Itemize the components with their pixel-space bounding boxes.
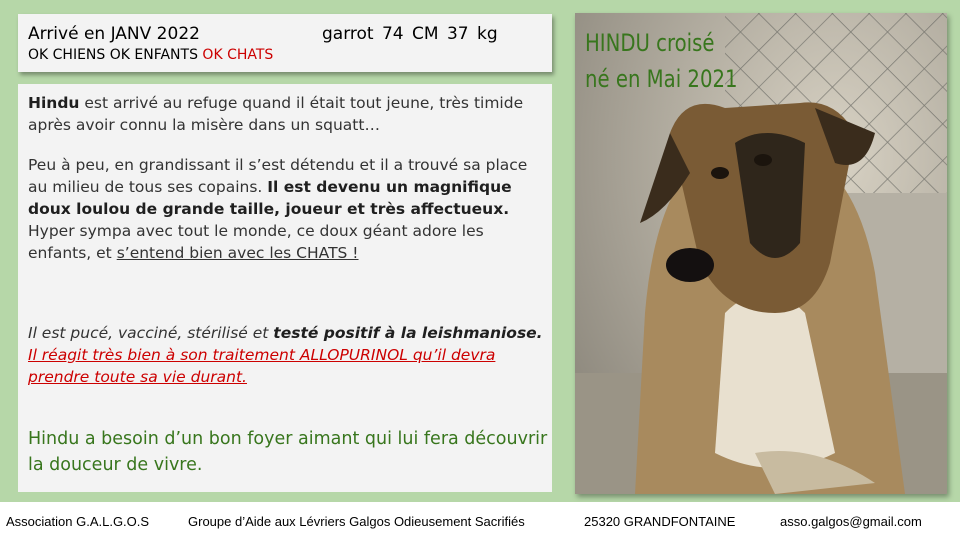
personality-bold: Il est devenu un magnifique doux loulou de grande taille, joueur et très affectueux. — [28, 178, 512, 218]
paragraph-intro — [28, 92, 548, 136]
paragraph-appeal: Hindu a besoin d’un bon foyer aimant qui lui fera découvrir la douceur de vivre. — [28, 429, 548, 475]
ok-dogs-kids: OK CHIENS OK ENFANTS — [28, 47, 203, 63]
health-italic: Il est pucé, vacciné, stérilisé et — [28, 324, 274, 342]
description-box — [18, 84, 552, 492]
ok-cats: OK CHATS — [202, 47, 274, 63]
compatibility — [28, 47, 273, 63]
arrival-date: Arrivé en JANV 2022 — [28, 24, 200, 44]
paragraph-health — [28, 322, 548, 388]
size-weight: garrot 74 CM 37 kg — [322, 24, 498, 44]
footer — [0, 502, 960, 540]
footer-association: Association G.A.L.G.O.S — [6, 514, 150, 529]
header-box — [18, 14, 552, 72]
treatment-note: Il réagit très bien à son traitement ALLOPURINOL qu’il devra prendre toute sa vie durant. — [28, 346, 496, 386]
paragraph-personality — [28, 154, 548, 264]
personality-text-2: Hyper sympa avec tout le monde, ce doux géant adore les enfants, et — [28, 222, 484, 262]
cats-underline: s’entend bien avec les CHATS ! — [116, 244, 359, 262]
footer-email[interactable]: asso.galgos@gmail.com — [780, 514, 922, 529]
dog-photo — [575, 13, 947, 494]
title-line-1: HINDU croisé — [585, 29, 715, 57]
dog-title — [585, 25, 738, 97]
footer-city: 25320 GRANDFONTAINE — [584, 514, 736, 529]
personality-text: Peu à peu, en grandissant il s’est détendu et il a trouvé sa place au milieu de tous ses copains. — [28, 156, 528, 196]
dog-name: Hindu — [28, 94, 80, 112]
footer-group: Groupe d’Aide aux Lévriers Galgos Odieusement Sacrifiés — [188, 514, 525, 529]
health-bold: testé positif à la leishmaniose. — [273, 324, 543, 342]
title-line-2: né en Mai 2021 — [585, 65, 738, 93]
intro-text: est arrivé au refuge quand il était tout jeune, très timide après avoir connu la misère dans un squatt… — [28, 94, 524, 134]
